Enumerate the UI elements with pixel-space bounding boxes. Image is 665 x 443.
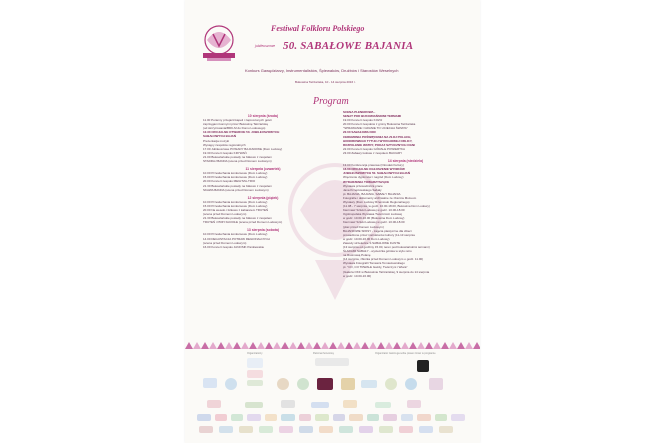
program-title: Program (313, 96, 349, 107)
sponsor-logo (339, 426, 353, 433)
sponsor-logo (349, 414, 363, 421)
program-day-heading: 11 sierpnia (czwartek) (245, 167, 281, 172)
program-entry: (13 sierpnia od godziny 15.00, teren pod bukowiańskimi termami) (343, 245, 430, 249)
folk-ornament-motif (297, 342, 305, 349)
program-entry: (scena przed Domem Ludowym) (203, 240, 247, 245)
program-entry: 17.00 Jubileuszowe POSIADY BAJANIOWE (Dom Ludowy) (203, 146, 283, 151)
program-entry: 22.00 Koncert zespołu GÓRALE POWIERTKA (343, 146, 405, 151)
program-entry: 14.00 DEGUSTACJA POTRAW REGIONALNYCH (203, 236, 270, 241)
program-entry: 10.00 Przesłuchania konkursowe (Dom Ludowy) (203, 199, 268, 204)
folk-ornament-motif (337, 342, 345, 349)
folk-ornament-motif (345, 342, 353, 349)
sponsor-logo (407, 400, 421, 408)
folk-ornament-motif (185, 342, 193, 349)
qr-code (417, 360, 429, 372)
program-entry: 20.00 Koncert zespołu MEGITZA-TRIO (203, 179, 256, 184)
contest-subtitle: Konkurs Gawędziarzy, Instrumentalistów, Śpiewaków, Drużbów i Starostów Weselnych (245, 68, 399, 73)
program-entry: 19.30 Koncert zespołu KRYWAŃ (203, 150, 247, 155)
program-entry: (plac przed Domem Ludowym) (343, 224, 384, 229)
folk-ornament-motif (289, 342, 297, 349)
sponsor-logo (199, 426, 213, 433)
sponsor-logo (429, 378, 443, 390)
folk-ornament-motif (265, 342, 273, 349)
folk-ornament-motif (225, 342, 233, 349)
sponsor-logo (265, 414, 277, 421)
program-entry: 19.00 Koncert zespołu KOZIJ (343, 118, 383, 123)
sponsor-logo (317, 378, 333, 390)
program-entry: 15.00 Przesłuchania konkursowe (Dom Ludowy) (203, 203, 268, 208)
folk-ornament-motif (433, 342, 441, 349)
program-entry: pt. BAJANIA, BAJANIA, SABAŁY BAJANIA (343, 191, 401, 196)
folk-ornament-motif (457, 342, 465, 349)
sponsor-logo (247, 380, 263, 386)
sponsor-logo (385, 378, 397, 390)
program-entry: 15.00 Przesłuchania konkursowe (Dom Ludowy) (203, 175, 268, 180)
program-entry: zaprzęgami konnymi przez Bukowinę Tatrzańską (203, 122, 268, 127)
sponsor-logo (207, 400, 221, 408)
program-left-column (203, 110, 323, 249)
program-entry: Fotografie i dokumenty archiwalne ze zbiorów Muzeum (343, 195, 417, 200)
program-day-heading: 12 sierpnia (piątek) (247, 195, 279, 200)
program-entry: ROZPALENIE WATRY, POKAZ SZTUCZNYCH OGNI (343, 142, 415, 147)
program-entry: 16.00 OFICJALNE OGŁOSZENIE WYNIKÓW (343, 167, 405, 172)
program-entry: 10.00 Przesłuchania konkursowe (Dom Ludowy) (203, 171, 268, 176)
program-entry: Kiermasz Sztuki Ludowej w godz. 10.00-18.00 (343, 220, 405, 225)
folk-ornament-motif (313, 342, 321, 349)
sponsor-logo (279, 426, 293, 433)
program-entry: HONOROWEGO TYTUŁU WYRCHOWEJ ORLICY, (343, 138, 413, 143)
sponsor-logo (333, 414, 345, 421)
program-entry: (14 sierpnia, zbiórka przed Domem Ludowym o godz. 11.00) (343, 257, 424, 262)
program-entry: 13.00 Konferencja prasowa (Ośrodek Kultury) (343, 163, 404, 168)
program-entry: Wystawa przewodnicza prace (343, 183, 383, 188)
sponsor-logo (281, 400, 295, 408)
program-entry: CEREMONIA POŚWIĘCENIA NA ZŁOJ POLACH, (343, 134, 412, 139)
folk-ornament-motif (377, 342, 385, 349)
sponsor-logo (451, 414, 465, 421)
program-entry: Prezentacja muzyki (203, 138, 230, 143)
program-entry: (scena przed Domem Ludowym) (203, 212, 247, 217)
sponsor-logo (197, 414, 211, 421)
program-day-heading: 10 sierpnia (środa) (247, 114, 279, 118)
sponsor-logo (383, 414, 397, 421)
program-entry: 16.00 Koncert zespołu JANOSIK Pankiewskie (203, 244, 265, 249)
sponsor-logo (245, 402, 263, 408)
program-entry: 21.00 Bukowiańskie posiady na folkowo z zespołem (203, 154, 273, 159)
sponsor-logo (281, 414, 295, 421)
program-entry: SENAT POD BUKOWIAŃSKIMI TERMAMI (343, 114, 402, 119)
sponsor-logo (435, 414, 447, 421)
sponsor-logo (399, 426, 413, 433)
program-day-heading: 13 sierpnia (sobota) (246, 228, 280, 233)
sponsor-logo (319, 426, 333, 433)
sponsor-logo (215, 414, 227, 421)
sponsor-logo (439, 426, 453, 433)
program-entry: 10.00 Przesłuchania konkursowe (Dom Ludowy) (203, 232, 268, 237)
program-entry: Jana Krzeptowskiego Sabały (343, 187, 382, 192)
sponsor-logo (315, 358, 349, 366)
program-entry: Ogólnopolska Wystawa Twórczości Ludowej (343, 212, 402, 217)
organizer-note: Organizator zastrzega sobie prawo zmian w programie (375, 352, 436, 355)
program-entry: w godz. 10.00-16.00) (343, 273, 372, 278)
place-and-date: Bukowina Tatrzańska, 10 - 14 sierpnia 2016 r. (295, 80, 356, 84)
folk-ornament-motif (233, 342, 241, 349)
program-entry: Wystawy (Dom Ludowy Rzemiosło Regionalnego) (343, 199, 410, 204)
sponsor-logo (247, 370, 263, 378)
sponsor-logo (299, 414, 311, 421)
sponsor-logo (419, 426, 433, 433)
program-entry: na Rusinową Polanę (343, 253, 371, 258)
program-entry: Zawody strzeleckie Ś SABAŁOWE FLINTE (343, 240, 401, 245)
program-entry: 22.00 SABAŁOWA NOC (343, 130, 377, 135)
sponsor-logo (297, 378, 309, 390)
sponsor-logo (239, 426, 253, 433)
folk-ornament-motif (329, 342, 337, 349)
program-entry: Wręczenie dyplomów i nagród (Dom Ludowy) (343, 175, 404, 180)
folk-ornament-motif (217, 342, 225, 349)
sponsor-logo (299, 426, 313, 433)
program-entry: JUBILEUSZOWYCH 50. SABAŁOWYCH BAJAŃ (343, 171, 411, 176)
program-entry: STADRAJ BANDA (scena przed Domem Ludowym) (203, 159, 272, 164)
program-entry: 20.00 Koncert zespołów z gminy Bukowina Tatrzańska (343, 122, 416, 127)
folk-ornament-motif (417, 342, 425, 349)
organizers-label: Organizatorzy (247, 352, 263, 355)
program-entry: BAJANIOWE SPASY - zajęcia plastyczne dla dzieci (343, 228, 412, 233)
program-entry: WYDARZENIA TOWARZYSZĄCE (343, 179, 390, 184)
sponsor-logo (203, 378, 217, 388)
patronage-label: Patronat honorowy (313, 352, 334, 355)
program-entry: SKAWA BANDA (scena przed Domem Ludowym) (203, 187, 269, 192)
program-entry: Wystawa Fotografii Tomasza Tomaszewskiego (343, 261, 405, 266)
sponsor-logo (367, 414, 379, 421)
folk-ornament-motif (249, 342, 257, 349)
folk-ornament-motif (409, 342, 417, 349)
program-entry: SABAŁOWYCH BAJAŃ (203, 134, 236, 139)
folk-ornament-motif (201, 342, 209, 349)
sponsor-logo (311, 402, 329, 408)
program-entry: w godz. 10.00-16.00 (Bukowina Dom Ludowy) (343, 216, 405, 221)
program-entry: 21.30 Bukowiańskie posiady na folkowo z zespołem (203, 183, 273, 188)
folk-ornament-motif (361, 342, 369, 349)
sponsor-logo (219, 426, 233, 433)
program-entry: 21.30 Bukowiańskie posiady na folkowo z zespołem (203, 216, 273, 221)
folk-ornament-motif (209, 342, 217, 349)
program-entry: (od skrzyżowania/BDK-M do Domu Ludowego) (203, 126, 266, 131)
sponsor-logo (247, 358, 263, 368)
folk-ornament-motif (305, 342, 313, 349)
jubilee-label: jubileuszowe (255, 44, 276, 48)
sponsor-logo (225, 378, 237, 390)
sponsor-logo (375, 402, 391, 408)
program-day-heading: 14 sierpnia (niedziela) (387, 159, 424, 164)
sponsor-logo (259, 426, 273, 433)
program-entry: SCENA PLENEROWA - (343, 110, 376, 114)
program-entry: Kiermasz Sztuki Ludowej w godz. 10.00-18.00 (343, 208, 405, 213)
program-entry: ŚLADAMI SABAŁY - wycieczka górska w stylu retro (343, 249, 412, 254)
sponsor-logo (361, 380, 377, 388)
program-entry: 12.30 OFICJALNE OTWARCIE 50. JUBILEUSZOWYCH (203, 130, 280, 135)
folk-ornament-motif (273, 342, 281, 349)
program-entry: (Galeria OKF w Bukowinie Tatrzańskiej, 9 sierpnia do 14 sierpnia (343, 269, 430, 274)
program-entry: 20.00 Na wesoło i folkowo z kabaretem TRUTEŃ (203, 207, 269, 212)
program-entry: (11.08 - 7 sierpnia, w godz. 10.00-18.00, Bukowina Dom Ludowy) (343, 204, 430, 209)
sabalowe-bajania-logo (197, 20, 241, 64)
main-title: 50. SABAŁOWE BAJANIA (283, 40, 414, 52)
sponsor-logo (405, 378, 417, 390)
program-right-column (343, 110, 468, 278)
folk-ornament-motif (441, 342, 449, 349)
festival-poster (185, 0, 480, 443)
sponsor-logo (343, 400, 357, 408)
program-entry: prowadzone przez instruktorów kultury (11-13 sierpnia (343, 232, 415, 237)
sponsor-logo (247, 414, 261, 421)
program-entry: Występy zespołów regionalnych (203, 142, 246, 147)
folk-ornament-motif (353, 342, 361, 349)
folk-ornament-motif (393, 342, 401, 349)
sponsor-logo (379, 426, 393, 433)
sponsor-logo (231, 414, 243, 421)
poster-header (185, 0, 480, 95)
folk-ornament-motif (193, 342, 201, 349)
program-entry: 23.00 Zabawy ludowe z zespołem BACIARY (343, 150, 403, 155)
program-entry: "SPRAWANIE I GRANIE TO UCIECHA ŚWIATA" (343, 126, 408, 131)
sponsor-logo (417, 414, 431, 421)
folk-ornament-motif (465, 342, 473, 349)
folk-ornament-band-bottom (185, 342, 480, 349)
folk-ornament-motif (257, 342, 265, 349)
program-entry: 11.00 Poranny przejazd kapeli i zaproszonych gości (203, 118, 272, 123)
sponsors-area (185, 350, 480, 443)
folk-ornament-motif (369, 342, 377, 349)
folk-ornament-motif (473, 342, 480, 349)
program-entry: w godz. 10.00-16.00 Dom Ludowy) (343, 236, 390, 241)
sponsor-logo (401, 414, 413, 421)
folk-ornament-motif (385, 342, 393, 349)
folk-ornament-motif (241, 342, 249, 349)
sponsor-logo (277, 378, 289, 390)
sponsor-logo (359, 426, 373, 433)
program-entry: pt. "CO, CO TRWALE Gazdy, Twórczyni i Wiara" (343, 265, 408, 270)
folk-ornament-motif (425, 342, 433, 349)
folk-ornament-motif (281, 342, 289, 349)
folk-ornament-motif (401, 342, 409, 349)
sponsor-logo (315, 414, 329, 421)
festival-name: Festiwal Folkloru Polskiego (271, 24, 365, 33)
folk-ornament-motif (449, 342, 457, 349)
folk-ornament-motif (321, 342, 329, 349)
program-entry: TRUTEŃ i PRZYJACIOŁE (scena przed Domem Ludowym) (203, 220, 283, 225)
sponsor-logo (341, 378, 355, 390)
